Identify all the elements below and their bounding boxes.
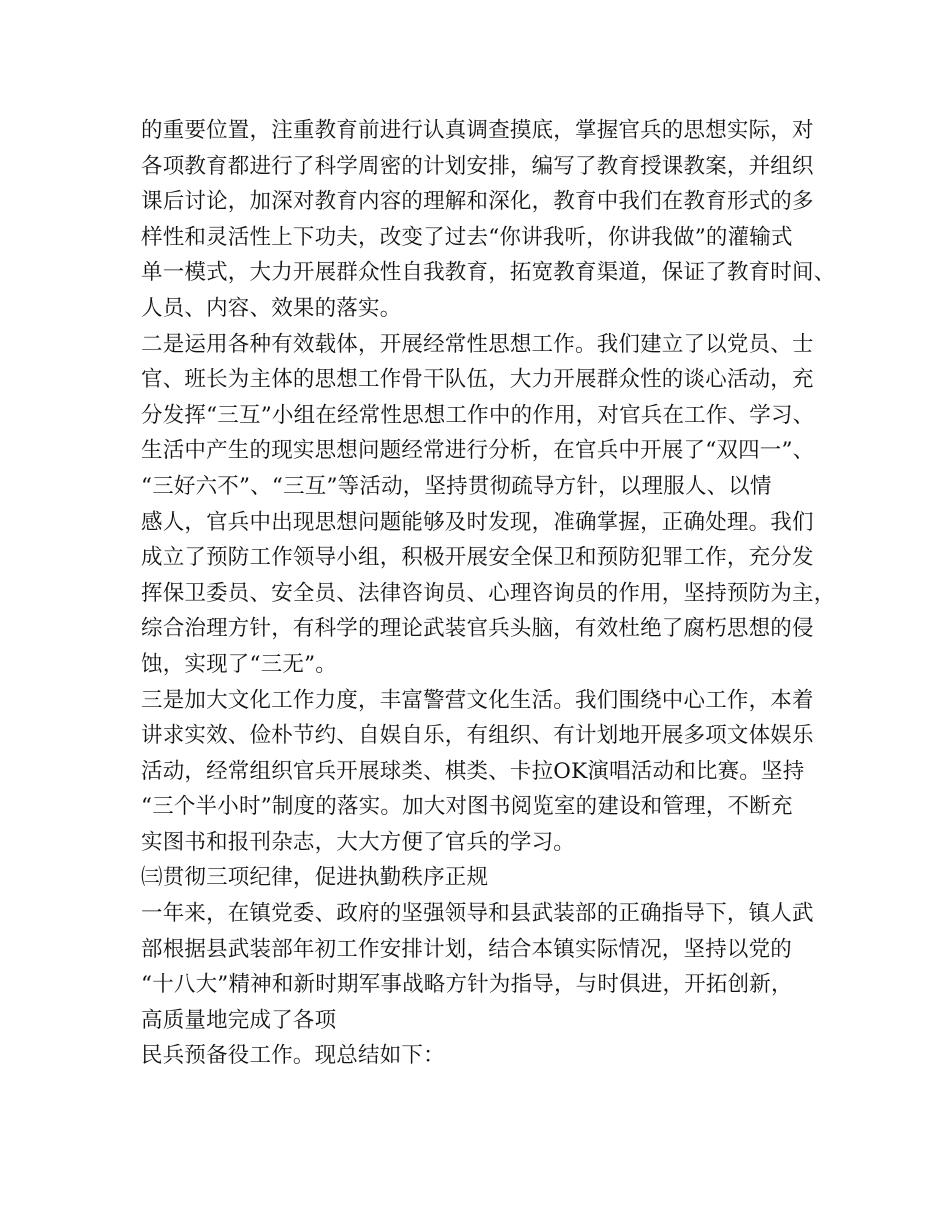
text-line: 三是加大文化工作力度，丰富警营文化生活。我们围绕中心工作，本着 [141, 687, 814, 713]
text-line: 一年来，在镇党委、政府的坚强领导和县武装部的正确指导下，镇人武 [141, 901, 814, 927]
text-line: 挥保卫委员、安全员、法律咨询员、心理咨询员的作用，坚持预防为主， [141, 580, 836, 606]
body-text [141, 113, 836, 1074]
text-line: 二是运用各种有效载体，开展经常性思想工作。我们建立了以党员、士 [141, 331, 814, 357]
text-line: 综合治理方针，有科学的理论武装官兵头脑，有效杜绝了腐朽思想的侵 [141, 616, 814, 642]
text-line: 课后讨论，加深对教育内容的理解和深化，教育中我们在教育形式的多 [141, 189, 814, 215]
text-line: “三个半小时”制度的落实。加大对图书阅览室的建设和管理，不断充 [141, 794, 793, 820]
text-line: 官、班长为主体的思想工作骨干队伍，大力开展群众性的谈心活动，充 [141, 367, 814, 393]
text-line: 民兵预备役工作。现总结如下： [141, 1043, 445, 1069]
text-line: 各项教育都进行了科学周密的计划安排，编写了教育授课教案，并组织 [141, 153, 814, 179]
text-line: 感人，官兵中出现思想问题能够及时发现，准确掌握，正确处理。我们 [141, 509, 814, 535]
text-line: 成立了预防工作领导小组，积极开展安全保卫和预防犯罪工作，充分发 [141, 545, 814, 571]
text-line: 蚀，实现了“三无”。 [141, 651, 337, 677]
text-line: 单一模式，大力开展群众性自我教育，拓宽教育渠道，保证了教育时间、 [141, 260, 836, 286]
section-heading: ㈢贯彻三项纪律，促进执勤秩序正规 [141, 865, 489, 891]
text-line: 活动，经常组织官兵开展球类、棋类、卡拉OK演唱活动和比赛。坚持 [141, 758, 805, 784]
text-line: 样性和灵活性上下功夫，改变了过去“你讲我听，你讲我做”的灌输式 [141, 224, 793, 250]
text-line: 部根据县武装部年初工作安排计划，结合本镇实际情况，坚持以党的 [141, 936, 793, 962]
text-line: “十八大”精神和新时期军事战略方针为指导，与时俱进，开拓创新， [141, 972, 793, 998]
text-line: 讲求实效、俭朴节约、自娱自乐，有组织、有计划地开展多项文体娱乐 [141, 723, 814, 749]
text-line: 高质量地完成了各项 [141, 1007, 337, 1033]
text-line: 人员、内容、效果的落实。 [141, 295, 402, 321]
text-line: 分发挥“三互”小组在经常性思想工作中的作用，对官兵在工作、学习、 [141, 402, 815, 428]
text-line: 生活中产生的现实思想问题经常进行分析，在官兵中开展了“双四一”、 [141, 438, 815, 464]
text-line: 的重要位置，注重教育前进行认真调查摸底，掌握官兵的思想实际，对 [141, 118, 814, 143]
text-line: “三好六不”、“三互”等活动，坚持贯彻疏导方针，以理服人、以情 [141, 473, 772, 499]
text-line: 实图书和报刊杂志，大大方便了官兵的学习。 [141, 829, 576, 855]
